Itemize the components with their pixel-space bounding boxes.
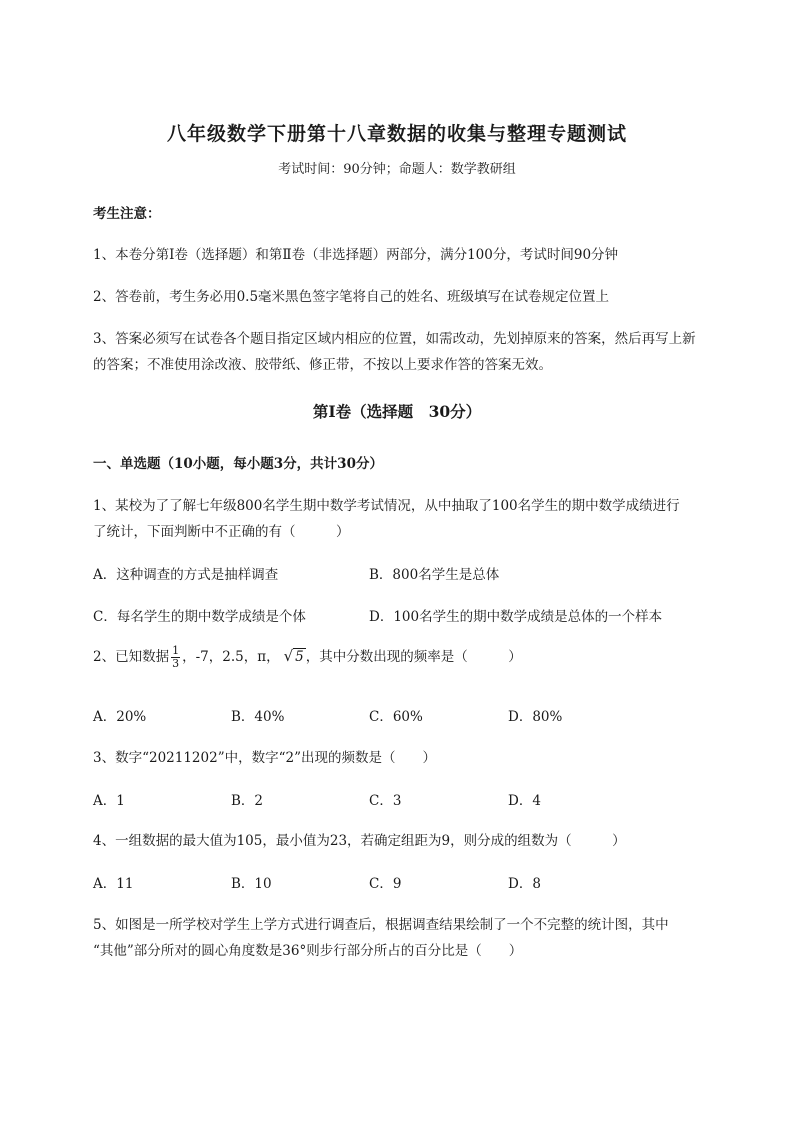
question-2-prefix: 2、已知数据 [93, 649, 170, 665]
question-4-option-d: D．8 [508, 876, 541, 892]
question-5-line-2: “其他”部分所对的圆心角度数是36°则步行部分所占的百分比是（ ） [93, 943, 523, 959]
question-1-line-1: 1、某校为了了解七年级800名学生期中数学考试情况，从中抽取了100名学生的期中数学成绩进行 [93, 498, 680, 514]
notice-item-3-cont: 的答案；不准使用涂改液、胶带纸、修正带，不按以上要求作答的答案无效。 [93, 357, 552, 373]
question-3-option-b: B．2 [231, 793, 264, 809]
section-title: 第Ⅰ卷（选择题 30分） [312, 402, 482, 421]
question-2-option-c: C．60% [369, 709, 423, 725]
question-2-suffix: ，其中分数出现的频率是（ ） [305, 649, 522, 665]
square-root [284, 647, 306, 665]
part-heading: 一、单选题（10小题，每小题3分，共计30分） [93, 456, 383, 472]
question-4-option-c: C．9 [369, 876, 402, 892]
fraction [171, 645, 180, 670]
fraction-denominator: 3 [172, 657, 180, 670]
notice-heading: 考生注意： [93, 206, 161, 222]
question-4-option-b: B．10 [231, 876, 272, 892]
question-2-option-b: B．40% [231, 709, 285, 725]
notice-item-1: 1、本卷分第Ⅰ卷（选择题）和第Ⅱ卷（非选择题）两部分，满分100分，考试时间90分钟 [93, 247, 619, 263]
question-3-option-c: C．3 [369, 793, 402, 809]
question-2-option-d: D．80% [508, 709, 563, 725]
question-2 [93, 645, 522, 670]
question-2-option-a: A．20% [93, 709, 147, 725]
fraction-numerator: 1 [172, 644, 180, 657]
question-1-option-a: A．这种调查的方式是抽样调查 [93, 567, 279, 583]
radical-sign: √ [283, 647, 294, 665]
exam-subtitle: 考试时间：90分钟；命题人：数学教研组 [278, 162, 516, 177]
question-4: 4、一组数据的最大值为105，最小值为23，若确定组距为9，则分成的组数为（ ） [93, 833, 626, 849]
notice-item-2: 2、答卷前，考生务必用0.5毫米黑色签字笔将自己的姓名、班级填写在试卷规定位置上 [93, 289, 610, 305]
exam-title: 八年级数学下册第十八章数据的收集与整理专题测试 [166, 123, 627, 145]
question-4-option-a: A．11 [93, 876, 134, 892]
notice-item-3: 3、答案必须写在试卷各个题目指定区域内相应的位置，如需改动，先划掉原来的答案，然后再写上新 [93, 331, 696, 347]
question-1-line-2: 了统计，下面判断中不正确的有（ ） [93, 524, 350, 540]
question-3-option-a: A．1 [93, 793, 125, 809]
question-5-line-1: 5、如图是一所学校对学生上学方式进行调查后，根据调查结果绘制了一个不完整的统计图，其中 [93, 917, 669, 933]
radicand: 5 [295, 649, 304, 665]
question-1-option-b: B．800名学生是总体 [369, 567, 500, 583]
question-1-option-d: D．100名学生的期中数学成绩是总体的一个样本 [369, 609, 663, 625]
question-1-option-c: C．每名学生的期中数学成绩是个体 [93, 609, 306, 625]
question-3: 3、数字“20211202”中，数字“2”出现的频数是（ ） [93, 750, 436, 766]
question-2-middle: ，-7，2.5，π， [182, 649, 280, 665]
question-3-option-d: D．4 [508, 793, 541, 809]
